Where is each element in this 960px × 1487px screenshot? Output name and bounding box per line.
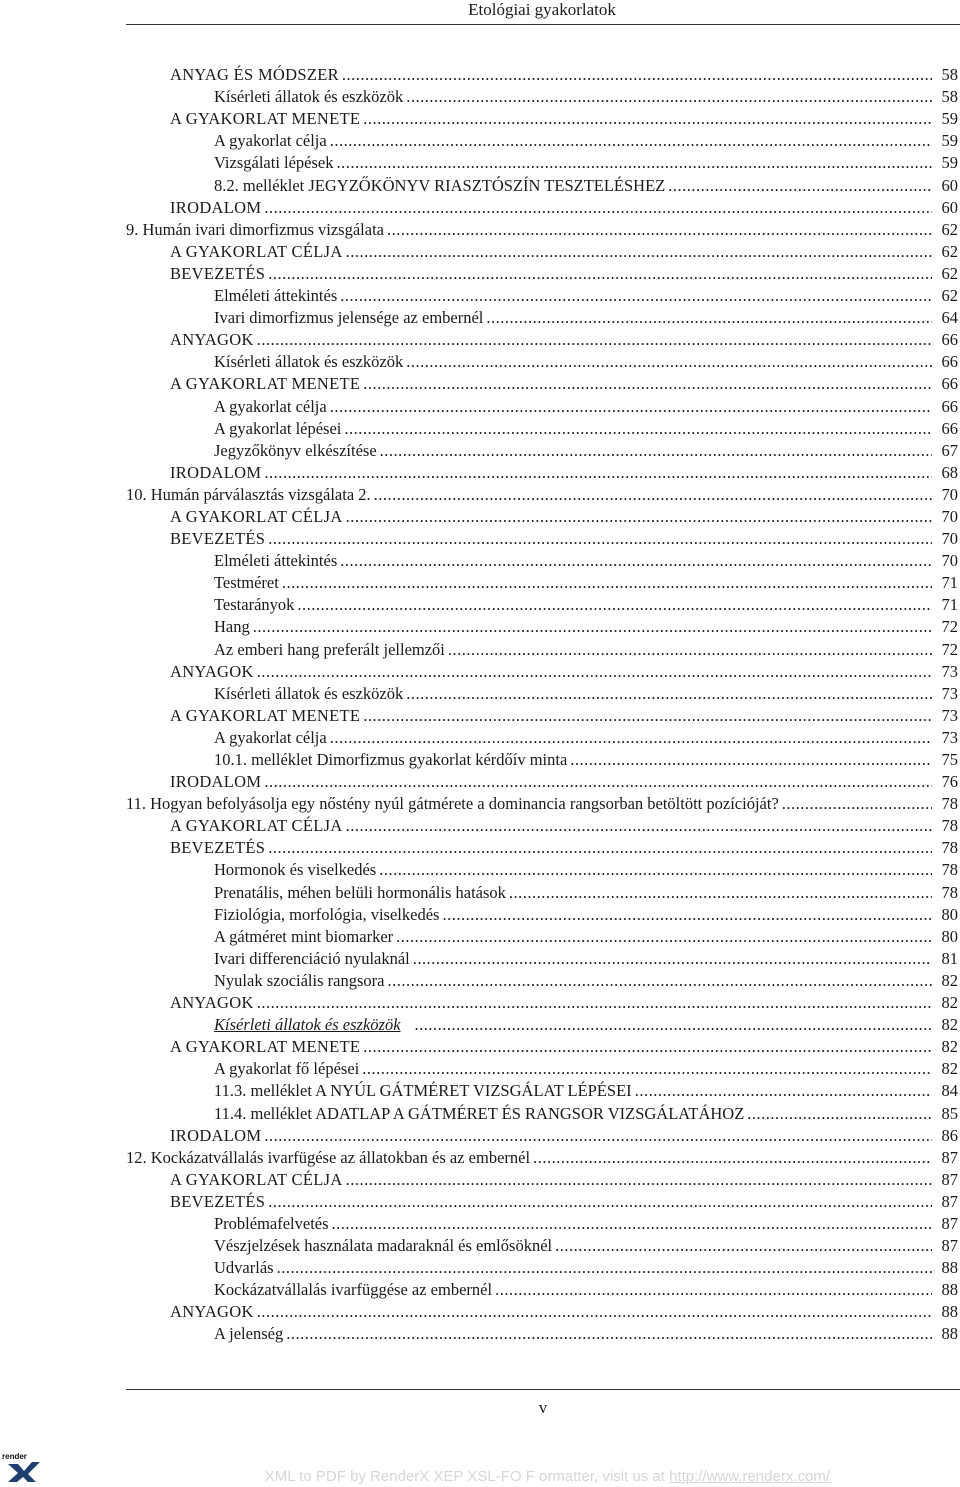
toc-dot-leader — [533, 1148, 932, 1168]
toc-dot-leader — [332, 1214, 932, 1234]
header-divider — [126, 24, 960, 25]
toc-entry-page: 78 — [941, 882, 958, 902]
toc-entry-title: 12. Kockázatvállalás ivarfügése az állatokban és az embernél — [126, 1147, 531, 1167]
toc-entry-title: Kockázatvállalás ivarfüggése az embernél — [214, 1280, 493, 1300]
toc-entry-title: A gyakorlat lépései — [214, 418, 342, 438]
toc-dot-leader — [387, 971, 932, 991]
toc-dot-leader — [782, 794, 932, 814]
toc-entry-title: IRODALOM — [170, 462, 262, 482]
toc-dot-leader — [362, 1059, 932, 1079]
toc-entry-title: Testméret — [214, 573, 279, 593]
toc-entry-page: 73 — [941, 683, 958, 703]
toc-entry-page: 76 — [941, 772, 958, 792]
toc-entry-title: 9. Humán ivari dimorfizmus vizsgálata — [126, 219, 384, 239]
toc-entry-title: ANYAGOK — [170, 330, 254, 350]
toc-entry-title: Vizsgálati lépések — [214, 153, 334, 173]
toc-entry-title: Nyulak szociális rangsora — [214, 970, 385, 990]
toc-entry-title: ANYAGOK — [170, 993, 254, 1013]
toc-entry-title: Kísérleti állatok és eszközök — [214, 87, 404, 107]
toc-entry-title: A gyakorlat célja — [214, 396, 327, 416]
toc-entry[interactable] — [126, 151, 958, 173]
toc-dot-leader — [264, 198, 932, 218]
toc-entry[interactable] — [126, 306, 958, 328]
toc-dot-leader — [268, 529, 932, 549]
toc-entry-title: 11. Hogyan befolyásolja egy nőstény nyúl gátmérete a dominancia rangsorban betöltött pozícióját? — [126, 794, 779, 814]
toc-entry-page: 68 — [941, 462, 958, 482]
toc-dot-leader — [495, 1280, 932, 1300]
toc-entry-title: Hang — [214, 617, 250, 637]
toc-entry[interactable] — [126, 1212, 958, 1234]
toc-dot-leader — [486, 308, 932, 328]
toc-entry-title: Elméleti áttekintés — [214, 551, 338, 571]
toc-entry[interactable] — [126, 903, 958, 925]
toc-entry-page: 73 — [941, 727, 958, 747]
toc-entry[interactable] — [126, 571, 958, 593]
toc-entry-title: Prenatális, méhen belüli hormonális hatások — [214, 882, 506, 902]
toc-entry[interactable] — [126, 1146, 958, 1168]
toc-entry-page: 82 — [941, 1037, 958, 1057]
toc-dot-leader — [379, 860, 932, 880]
toc-dot-leader — [363, 109, 932, 129]
toc-entry[interactable] — [126, 1234, 958, 1256]
toc-dot-leader — [344, 419, 932, 439]
toc-entry-page: 78 — [941, 816, 958, 836]
toc-entry-title: 10. Humán párválasztás vizsgálata 2. — [126, 484, 371, 504]
toc-entry-title: ANYAGOK — [170, 1302, 254, 1322]
toc-entry-page: 60 — [941, 197, 958, 217]
toc-entry[interactable] — [126, 483, 958, 505]
toc-entry[interactable] — [126, 1057, 958, 1079]
toc-dot-leader — [268, 838, 932, 858]
toc-entry[interactable] — [126, 1300, 958, 1322]
toc-entry[interactable] — [126, 1013, 958, 1035]
toc-entry-page: 78 — [941, 860, 958, 880]
toc-entry-title: A GYAKORLAT CÉLJA — [170, 816, 343, 836]
toc-dot-leader — [363, 1037, 932, 1057]
toc-entry-title: Vészjelzések használata madaraknál és emlősöknél — [214, 1236, 553, 1256]
toc-entry[interactable] — [126, 439, 958, 461]
toc-entry-page: 66 — [941, 374, 958, 394]
toc-entry[interactable] — [126, 505, 958, 527]
toc-entry[interactable] — [126, 527, 958, 549]
toc-entry-title: BEVEZETÉS — [170, 1191, 266, 1211]
toc-entry[interactable] — [126, 129, 958, 151]
toc-entry[interactable] — [126, 262, 958, 284]
toc-dot-leader — [346, 507, 932, 527]
toc-entry-title: IRODALOM — [170, 1125, 262, 1145]
toc-entry-title: Testarányok — [214, 595, 295, 615]
toc-dot-leader — [257, 1302, 932, 1322]
toc-entry-title: 11.4. melléklet ADATLAP A GÁTMÉRET ÉS RANGSOR VIZSGÁLATÁHOZ — [214, 1103, 745, 1123]
toc-entry-title: ANYAGOK — [170, 661, 254, 681]
xep-watermark — [0, 1468, 960, 1485]
toc-entry[interactable] — [126, 682, 958, 704]
toc-entry-page: 88 — [941, 1258, 958, 1278]
toc-entry-page: 87 — [941, 1147, 958, 1167]
footer-divider — [126, 1389, 960, 1390]
toc-entry[interactable] — [126, 660, 958, 682]
toc-dot-leader — [257, 662, 932, 682]
toc-entry-title: 8.2. melléklet JEGYZŐKÖNYV RIASZTÓSZÍN TESZTELÉSHEZ — [214, 175, 666, 195]
toc-dot-leader — [363, 374, 932, 394]
toc-entry[interactable] — [126, 593, 958, 615]
toc-entry-title: BEVEZETÉS — [170, 838, 266, 858]
toc-dot-leader — [406, 87, 932, 107]
toc-dot-leader — [297, 595, 932, 615]
toc-entry[interactable] — [126, 328, 958, 350]
toc-dot-leader — [264, 463, 932, 483]
toc-entry-page: 73 — [941, 705, 958, 725]
toc-entry-title: A gyakorlat célja — [214, 727, 327, 747]
toc-entry-page: 88 — [941, 1302, 958, 1322]
toc-entry[interactable] — [126, 218, 958, 240]
toc-entry-title: Ivari dimorfizmus jelensége az embernél — [214, 308, 484, 328]
renderx-logo-word: render — [2, 1452, 27, 1461]
toc-entry[interactable] — [126, 284, 958, 306]
toc-dot-leader — [286, 1324, 932, 1344]
toc-entry[interactable] — [126, 1124, 958, 1146]
toc-dot-leader — [268, 264, 932, 284]
toc-dot-leader — [253, 617, 932, 637]
toc-entry-title: Problémafelvetés — [214, 1213, 329, 1233]
toc-entry-title: IRODALOM — [170, 772, 262, 792]
toc-entry-title: Kísérleti állatok és eszközök — [214, 1015, 401, 1035]
toc-dot-leader — [413, 949, 932, 969]
toc-entry-page: 78 — [941, 838, 958, 858]
toc-dot-leader — [330, 131, 932, 151]
toc-dot-leader — [264, 1126, 932, 1146]
toc-entry-page: 82 — [941, 970, 958, 990]
toc-entry[interactable] — [126, 85, 958, 107]
toc-entry[interactable] — [126, 549, 958, 571]
toc-entry[interactable] — [126, 196, 958, 218]
toc-entry-page: 62 — [941, 263, 958, 283]
toc-entry-page: 72 — [941, 639, 958, 659]
table-of-contents — [126, 63, 958, 1344]
watermark-text: XML to PDF by RenderX XEP XSL-FO F ormatter, visit us at — [264, 1468, 665, 1485]
toc-entry-title: ANYAG ÉS MÓDSZER — [170, 65, 339, 85]
toc-entry[interactable] — [126, 372, 958, 394]
toc-dot-leader — [330, 728, 932, 748]
toc-entry-title: A GYAKORLAT MENETE — [170, 1037, 361, 1057]
toc-dot-leader — [257, 993, 932, 1013]
toc-entry-page: 62 — [941, 241, 958, 261]
toc-entry-page: 64 — [941, 308, 958, 328]
toc-entry-page: 66 — [941, 418, 958, 438]
toc-dot-leader — [555, 1236, 932, 1256]
toc-entry-title: Az emberi hang preferált jellemzői — [214, 639, 445, 659]
toc-entry[interactable] — [126, 107, 958, 129]
toc-dot-leader — [374, 485, 932, 505]
toc-dot-leader — [337, 153, 932, 173]
toc-dot-leader — [635, 1081, 932, 1101]
toc-entry-title: 10.1. melléklet Dimorfizmus gyakorlat kérdőív minta — [214, 750, 568, 769]
toc-entry[interactable] — [126, 969, 958, 991]
toc-entry-page: 73 — [941, 661, 958, 681]
toc-entry-page: 60 — [941, 175, 958, 195]
toc-dot-leader — [448, 640, 932, 660]
toc-dot-leader — [340, 286, 932, 306]
toc-entry-page: 88 — [941, 1280, 958, 1300]
toc-entry-title: Udvarlás — [214, 1258, 274, 1278]
toc-dot-leader — [346, 1170, 932, 1190]
toc-entry-page: 59 — [941, 131, 958, 151]
toc-entry-title: BEVEZETÉS — [170, 529, 266, 549]
toc-entry-page: 72 — [941, 617, 958, 637]
toc-entry[interactable] — [126, 858, 958, 880]
toc-entry-page: 70 — [941, 484, 958, 504]
toc-dot-leader — [268, 1192, 932, 1212]
toc-entry[interactable] — [126, 947, 958, 969]
toc-entry-title: Hormonok és viselkedés — [214, 860, 377, 880]
toc-entry-page: 59 — [941, 153, 958, 173]
toc-entry-page: 58 — [941, 87, 958, 107]
toc-entry-page: 81 — [941, 948, 958, 968]
toc-entry-title: IRODALOM — [170, 197, 262, 217]
running-header-title: Etológiai gyakorlatok — [468, 0, 616, 19]
toc-entry-page: 87 — [941, 1169, 958, 1189]
toc-entry-page: 67 — [941, 440, 958, 460]
toc-dot-leader — [346, 816, 932, 836]
toc-entry[interactable] — [126, 63, 958, 85]
toc-entry-title: Ivari differenciáció nyulaknál — [214, 948, 410, 968]
toc-dot-leader — [380, 441, 932, 461]
toc-entry-title: A GYAKORLAT MENETE — [170, 374, 361, 394]
toc-entry-title: Kísérleti állatok és eszközök — [214, 683, 404, 703]
toc-entry[interactable] — [126, 615, 958, 637]
toc-dot-leader — [257, 330, 932, 350]
page-number: v — [538, 1398, 548, 1417]
toc-entry-title: A gyakorlat fő lépései — [214, 1059, 360, 1079]
toc-entry-title: A GYAKORLAT MENETE — [170, 109, 361, 129]
toc-dot-leader — [747, 1104, 932, 1124]
toc-dot-leader — [346, 242, 932, 262]
toc-entry[interactable] — [126, 748, 958, 770]
toc-entry-page: 87 — [941, 1191, 958, 1211]
toc-entry-page: 70 — [941, 506, 958, 526]
toc-dot-leader — [442, 905, 932, 925]
toc-entry[interactable] — [126, 770, 958, 792]
toc-entry-page: 66 — [941, 330, 958, 350]
toc-entry[interactable] — [126, 925, 958, 947]
toc-entry-page: 62 — [941, 219, 958, 239]
toc-entry[interactable] — [126, 1035, 958, 1057]
toc-dot-leader — [277, 1258, 932, 1278]
toc-entry[interactable] — [126, 1256, 958, 1278]
toc-entry-page: 86 — [941, 1125, 958, 1145]
toc-entry-title: Elméleti áttekintés — [214, 286, 338, 306]
toc-entry[interactable] — [126, 991, 958, 1013]
toc-dot-leader — [387, 220, 932, 240]
toc-entry-page: 84 — [941, 1081, 958, 1101]
toc-entry[interactable] — [126, 417, 958, 439]
toc-entry[interactable] — [126, 704, 958, 726]
toc-entry[interactable] — [126, 240, 958, 262]
toc-entry-title: Kísérleti állatok és eszközök — [214, 352, 404, 372]
toc-entry-page: 88 — [941, 1324, 958, 1344]
toc-entry-page: 78 — [941, 794, 958, 814]
toc-dot-leader — [668, 176, 932, 196]
toc-dot-leader — [340, 551, 932, 571]
toc-entry-page: 80 — [941, 926, 958, 946]
toc-entry-page: 71 — [941, 573, 958, 593]
toc-entry-page: 82 — [941, 1059, 958, 1079]
toc-entry[interactable] — [126, 350, 958, 372]
toc-entry[interactable] — [126, 1322, 958, 1344]
toc-dot-leader — [396, 927, 932, 947]
toc-dot-leader — [282, 573, 932, 593]
toc-entry[interactable] — [126, 1079, 958, 1101]
toc-entry-title: Fiziológia, morfológia, viselkedés — [214, 904, 440, 924]
toc-entry[interactable] — [126, 726, 958, 748]
toc-entry[interactable] — [126, 173, 958, 195]
toc-entry-title: A gátméret mint biomarker — [214, 926, 394, 946]
toc-entry-page: 82 — [941, 993, 958, 1013]
toc-dot-leader — [264, 772, 932, 792]
toc-entry-page: 75 — [941, 750, 958, 769]
toc-entry-title: Jegyzőkönyv elkészítése — [214, 440, 377, 460]
toc-entry-title: BEVEZETÉS — [170, 263, 266, 283]
toc-entry[interactable] — [126, 637, 958, 659]
toc-entry-title: A GYAKORLAT CÉLJA — [170, 506, 343, 526]
toc-entry-page: 58 — [941, 65, 958, 85]
toc-entry-page: 85 — [941, 1103, 958, 1123]
toc-dot-leader — [406, 352, 932, 372]
toc-entry[interactable] — [126, 1278, 958, 1300]
toc-dot-leader — [570, 750, 932, 770]
toc-dot-leader — [330, 397, 932, 417]
toc-entry-title: A GYAKORLAT CÉLJA — [170, 1169, 343, 1189]
toc-entry-page: 70 — [941, 551, 958, 571]
watermark-link[interactable]: http://www.renderx.com/ — [669, 1468, 830, 1485]
toc-entry[interactable] — [126, 1168, 958, 1190]
toc-entry-title: 11.3. melléklet A NYÚL GÁTMÉRET VIZSGÁLAT LÉPÉSEI — [214, 1081, 632, 1101]
toc-entry-page: 66 — [941, 396, 958, 416]
toc-entry-title: A GYAKORLAT MENETE — [170, 705, 361, 725]
toc-entry-page: 82 — [941, 1015, 958, 1035]
toc-entry-page: 62 — [941, 286, 958, 306]
toc-entry-page: 87 — [941, 1236, 958, 1256]
toc-entry[interactable] — [126, 814, 958, 836]
toc-entry-title: A jelenség — [214, 1324, 284, 1344]
toc-entry-page: 59 — [941, 109, 958, 129]
toc-entry[interactable] — [126, 836, 958, 858]
toc-entry-page: 71 — [941, 595, 958, 615]
toc-dot-leader — [363, 706, 932, 726]
toc-entry[interactable] — [126, 880, 958, 902]
toc-entry[interactable] — [126, 394, 958, 416]
toc-entry[interactable] — [126, 1101, 958, 1123]
toc-entry-page: 70 — [941, 529, 958, 549]
toc-entry[interactable] — [126, 461, 958, 483]
toc-entry-page: 80 — [941, 904, 958, 924]
toc-entry-title: A GYAKORLAT CÉLJA — [170, 241, 343, 261]
toc-dot-leader — [509, 883, 932, 903]
toc-entry-page: 66 — [941, 352, 958, 372]
toc-dot-leader — [415, 1015, 932, 1035]
toc-entry-title: A gyakorlat célja — [214, 131, 327, 151]
toc-dot-leader — [406, 684, 932, 704]
toc-entry[interactable] — [126, 792, 958, 814]
toc-entry[interactable] — [126, 1190, 958, 1212]
toc-dot-leader — [342, 65, 932, 85]
toc-entry-page: 87 — [941, 1213, 958, 1233]
